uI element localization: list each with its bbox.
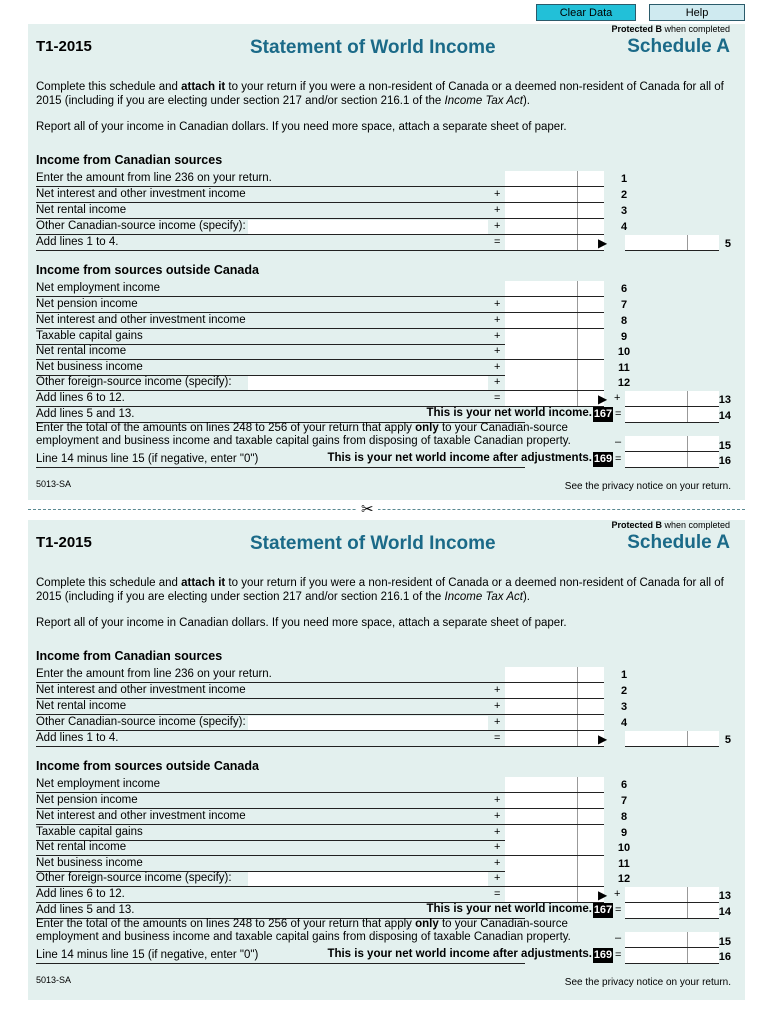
code-169-badge: 169	[593, 453, 613, 465]
line-1: Enter the amount from line 236 on your return. 1	[36, 172, 628, 185]
line-15: – 15	[615, 932, 731, 948]
schedule-a-form-copy-2	[28, 520, 745, 1000]
line-12-input[interactable]	[505, 375, 604, 391]
right-triangle-icon: ▶	[598, 732, 608, 746]
section-foreign-sources: Income from sources outside Canada	[36, 759, 259, 773]
right-triangle-icon: ▶	[598, 888, 608, 902]
privacy-notice: See the privacy notice on your return.	[564, 977, 731, 988]
line-16: Line 14 minus line 15 (if negative, enter "0") This is your net world income after adjustments. 169 = 16	[36, 948, 731, 963]
line-4-input[interactable]	[505, 715, 604, 731]
line-13-subtotal[interactable]	[505, 391, 604, 407]
protected-notice: Protected B when completed	[611, 24, 730, 34]
line-6-input[interactable]	[505, 281, 604, 297]
line-4-specify-input[interactable]	[248, 716, 488, 730]
line-13: Add lines 6 to 12. = ▶ + 13	[36, 392, 731, 406]
line-1: Enter the amount from line 236 on your return. 1	[36, 668, 628, 681]
line-4: Other Canadian-source income (specify): + 4	[36, 716, 628, 729]
line-3-input[interactable]	[505, 699, 604, 715]
line-11-input[interactable]	[505, 856, 604, 872]
line-12-specify-input[interactable]	[248, 872, 488, 886]
line-2-input[interactable]	[505, 187, 604, 203]
right-triangle-icon: ▶	[598, 236, 608, 250]
line-8: Net interest and other investment income + 8	[36, 314, 628, 327]
line-4-input[interactable]	[505, 219, 604, 235]
line-13-subtotal[interactable]	[505, 887, 604, 903]
line-12: Other foreign-source income (specify): + 12	[36, 376, 631, 389]
line-3-input[interactable]	[505, 203, 604, 219]
schedule-label: Schedule A	[627, 532, 730, 553]
line-10: Net rental income + 10	[36, 345, 631, 358]
line-11-input[interactable]	[505, 360, 604, 376]
right-triangle-icon: ▶	[598, 392, 608, 406]
line-13: Add lines 6 to 12. = ▶ + 13	[36, 888, 731, 902]
clear-data-button[interactable]: Clear Data	[536, 4, 636, 21]
line-9: Taxable capital gains + 9	[36, 826, 628, 839]
section-canadian-sources: Income from Canadian sources	[36, 153, 223, 167]
report-note: Report all of your income in Canadian dollars. If you need more space, attach a separate sheet of paper.	[36, 617, 567, 629]
line-12: Other foreign-source income (specify): + 12	[36, 872, 631, 885]
line-9-input[interactable]	[505, 329, 604, 345]
line-5: Add lines 1 to 4. = ▶ 5	[36, 732, 731, 746]
line-10: Net rental income + 10	[36, 841, 631, 854]
intro-paragraph: Complete this schedule and attach it to your return if you were a non-resident of Canada or a deemed non-resident of Canada for all of 2015 (including if you are electing under section 217 and/or section 216.1 of the Income Tax Act).	[36, 577, 724, 603]
line-10-input[interactable]	[505, 840, 604, 856]
line-3: Net rental income + 3	[36, 204, 628, 217]
form-number: T1-2015	[36, 534, 92, 551]
line-7: Net pension income + 7	[36, 794, 628, 807]
line-2: Net interest and other investment income + 2	[36, 188, 628, 201]
line-4-specify-input[interactable]	[248, 220, 488, 234]
line-5-subtotal[interactable]	[505, 731, 604, 747]
schedule-label: Schedule A	[627, 36, 730, 57]
line-12-input[interactable]	[505, 871, 604, 887]
line-14-input[interactable]	[625, 407, 719, 423]
report-note: Report all of your income in Canadian dollars. If you need more space, attach a separate sheet of paper.	[36, 121, 567, 133]
line-13-input[interactable]	[625, 391, 719, 407]
privacy-notice: See the privacy notice on your return.	[564, 481, 731, 492]
line-6: Net employment income 6	[36, 282, 628, 295]
protected-notice: Protected B when completed	[611, 520, 730, 530]
code-167-badge: 167	[593, 904, 613, 916]
form-code: 5013-SA	[36, 479, 72, 489]
line-5-subtotal[interactable]	[505, 235, 604, 251]
line-1-input[interactable]	[505, 171, 604, 187]
line-9: Taxable capital gains + 9	[36, 330, 628, 343]
line-15-input[interactable]	[625, 436, 719, 452]
form-title: Statement of World Income	[250, 37, 496, 58]
form-title: Statement of World Income	[250, 533, 496, 554]
section-foreign-sources: Income from sources outside Canada	[36, 263, 259, 277]
line-15-label: Enter the total of the amounts on lines 248 to 256 of your return that apply only to your Canadian-source employment and business income and taxable capital gains from disposing of taxable Canadian property.	[36, 422, 571, 447]
line-7-input[interactable]	[505, 793, 604, 809]
line-16-input[interactable]	[625, 452, 719, 468]
cut-line	[28, 509, 745, 511]
line-8: Net interest and other investment income + 8	[36, 810, 628, 823]
line-7-input[interactable]	[505, 297, 604, 313]
line-11: Net business income + 11	[36, 361, 630, 374]
line-2: Net interest and other investment income + 2	[36, 684, 628, 697]
form-code: 5013-SA	[36, 975, 72, 985]
schedule-a-form-copy-1	[28, 24, 745, 500]
line-8-input[interactable]	[505, 313, 604, 329]
line-5-input[interactable]	[625, 731, 719, 747]
line-14: Add lines 5 and 13. This is your net world income. 167 = 14	[36, 407, 731, 422]
section-canadian-sources: Income from Canadian sources	[36, 649, 223, 663]
line-15-label: Enter the total of the amounts on lines 248 to 256 of your return that apply only to your Canadian-source employment and business income and taxable capital gains from disposing of taxable Canadian property.	[36, 918, 571, 943]
line-15-input[interactable]	[625, 932, 719, 948]
form-number: T1-2015	[36, 38, 92, 55]
line-6: Net employment income 6	[36, 778, 628, 791]
line-8-input[interactable]	[505, 809, 604, 825]
scissors-icon: ✂	[357, 500, 378, 518]
line-5: Add lines 1 to 4. = ▶ 5	[36, 236, 731, 250]
intro-paragraph: Complete this schedule and attach it to your return if you were a non-resident of Canada or a deemed non-resident of Canada for all of 2015 (including if you are electing under section 217 and/or section 216.1 of the Income Tax Act).	[36, 81, 724, 107]
line-1-input[interactable]	[505, 667, 604, 683]
line-16: Line 14 minus line 15 (if negative, enter "0") This is your net world income after adjustments. 169 = 16	[36, 452, 731, 467]
line-14: Add lines 5 and 13. This is your net world income. 167 = 14	[36, 903, 731, 918]
line-7: Net pension income + 7	[36, 298, 628, 311]
line-5-input[interactable]	[625, 235, 719, 251]
line-14-input[interactable]	[625, 903, 719, 919]
line-10-input[interactable]	[505, 344, 604, 360]
line-15: – 15	[615, 436, 731, 452]
line-4: Other Canadian-source income (specify): + 4	[36, 220, 628, 233]
line-6-input[interactable]	[505, 777, 604, 793]
line-2-input[interactable]	[505, 683, 604, 699]
line-13-input[interactable]	[625, 887, 719, 903]
line-9-input[interactable]	[505, 825, 604, 841]
line-11: Net business income + 11	[36, 857, 630, 870]
help-button[interactable]: Help	[649, 4, 745, 21]
line-3: Net rental income + 3	[36, 700, 628, 713]
code-167-badge: 167	[593, 408, 613, 420]
line-16-input[interactable]	[625, 948, 719, 964]
line-12-specify-input[interactable]	[248, 376, 488, 390]
code-169-badge: 169	[593, 949, 613, 961]
